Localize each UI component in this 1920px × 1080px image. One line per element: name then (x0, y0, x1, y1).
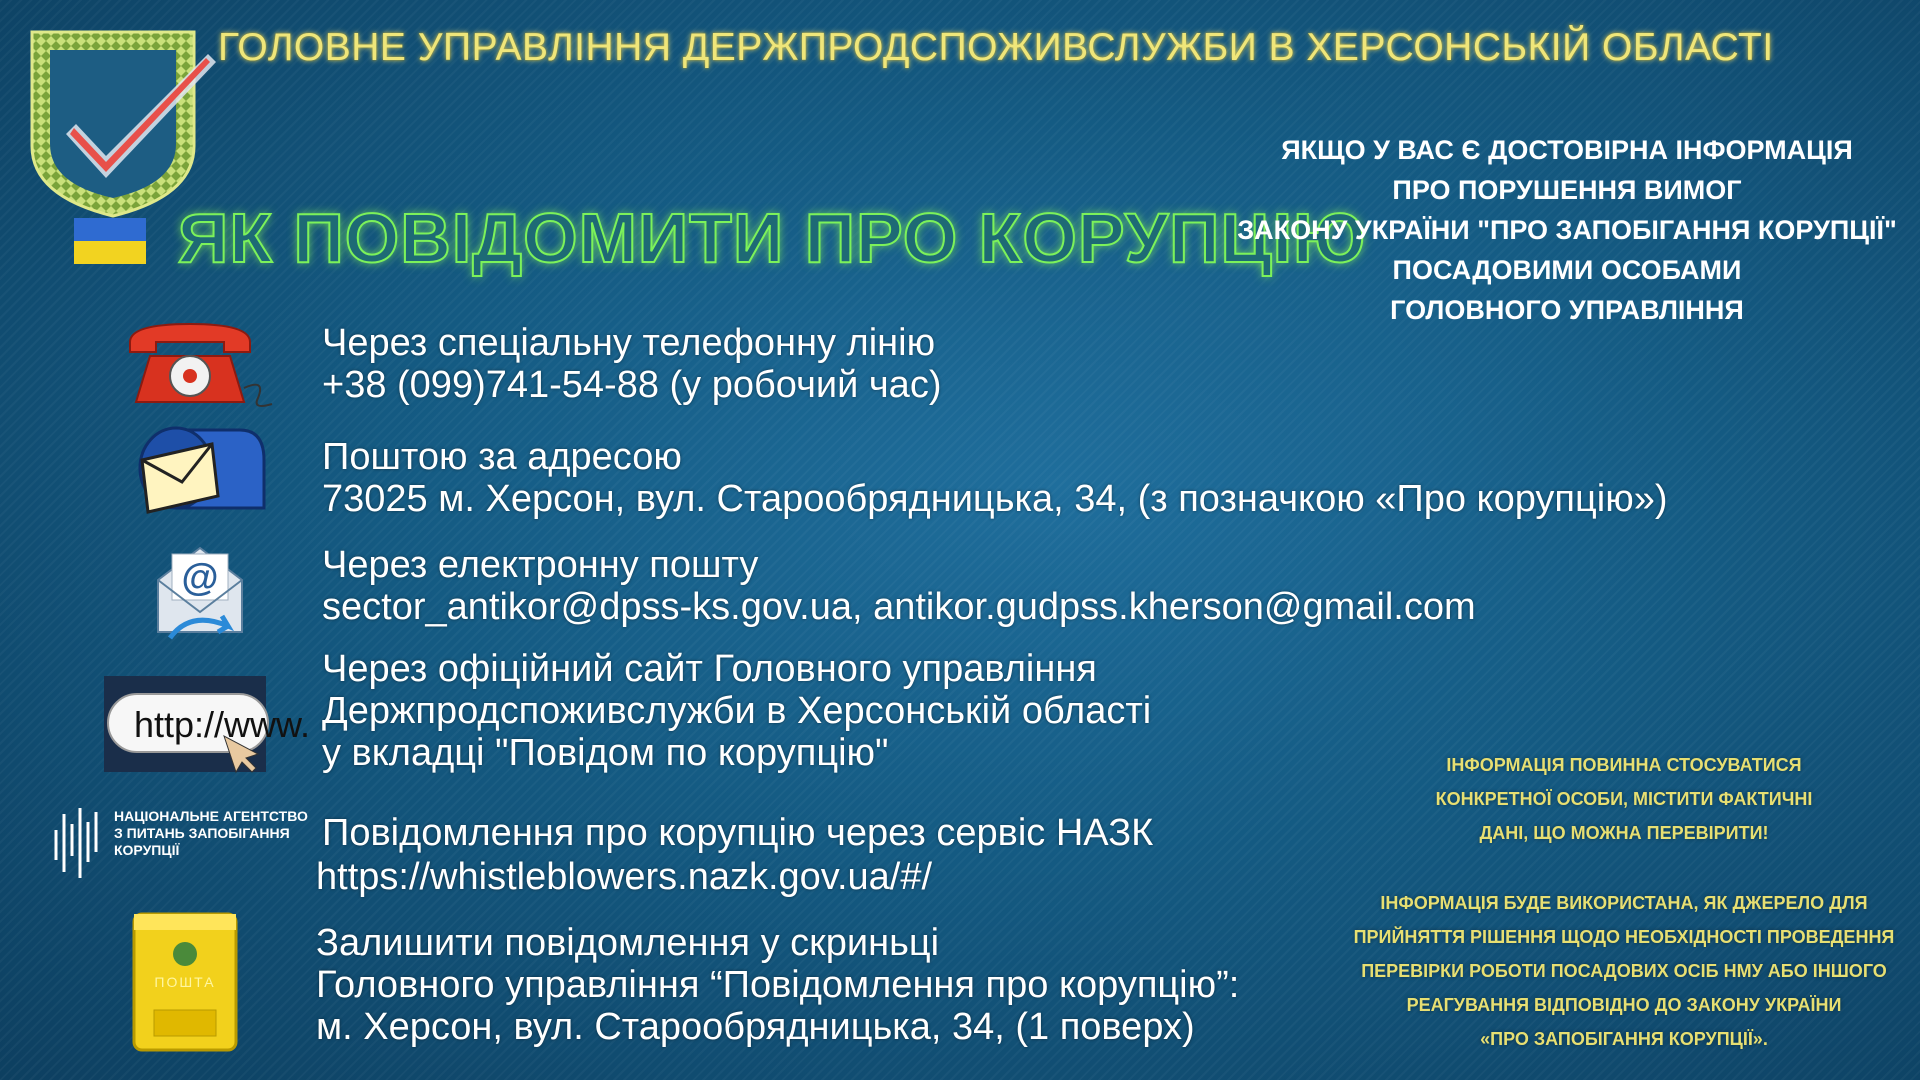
nazk-logo-line: КОРУПЦІЇ (114, 842, 180, 858)
info-box-line: ЗАКОНУ УКРАЇНИ "ПРО ЗАПОБІГАННЯ КОРУПЦІЇ" (1237, 215, 1897, 245)
note-line: ІНФОРМАЦІЯ ПОВИННА СТОСУВАТИСЯ (1446, 755, 1802, 775)
mail-address: 73025 м. Херсон, вул. Старообрядницька, 34, (з позначкою «Про корупцію») (322, 478, 1668, 520)
phone-channel (322, 322, 941, 406)
email-channel-title: Через електронну пошту (322, 544, 759, 586)
box-channel-address: м. Херсон, вул. Старообрядницька, 34, (1 поверх) (316, 1006, 1195, 1048)
info-box (1222, 130, 1912, 330)
nazk-logo-icon (52, 800, 322, 880)
phone-channel-title: Через спеціальну телефонну лінію (322, 322, 936, 364)
http-browser-icon (104, 676, 311, 772)
nazk-channel-link-wrap (316, 856, 932, 898)
box-channel-org: Головного управління “Повідомлення про корупцію”: (316, 964, 1240, 1006)
nazk-link[interactable]: https://whistleblowers.nazk.gov.ua/#/ (316, 856, 933, 898)
telephone-icon (126, 318, 276, 408)
info-box-line: ПОСАДОВИМИ ОСОБАМИ (1392, 255, 1742, 285)
website-channel-title: Через офіційний сайт Головного управління (322, 648, 1097, 690)
post-box-icon (130, 910, 240, 1054)
note-line: РЕАГУВАННЯ ВІДПОВІДНО ДО ЗАКОНУ УКРАЇНИ (1406, 995, 1842, 1015)
box-channel-title: Залишити повідомлення у скриньці (316, 922, 940, 964)
info-box-line: ЯКЩО У ВАС Є ДОСТОВІРНА ІНФОРМАЦІЯ (1281, 135, 1853, 165)
note-line: ІНФОРМАЦІЯ БУДЕ ВИКОРИСТАНА, ЯК ДЖЕРЕЛО ДЛЯ (1380, 893, 1868, 913)
shield-check-icon (26, 26, 201, 221)
email-addresses: sector_antikor@dpss-ks.gov.ua, antikor.gudpss.kherson@gmail.com (322, 586, 1476, 628)
website-channel-tab: у вкладці "Повідом по корупцію" (322, 732, 889, 774)
nazk-channel-title: Повідомлення про корупцію через сервіс НАЗК (322, 812, 1154, 854)
phone-number: +38 (099)741-54-88 (у робочий час) (322, 364, 942, 406)
header-title: ГОЛОВНЕ УПРАВЛІННЯ ДЕРЖПРОДСПОЖИВСЛУЖБИ В ХЕРСОНСЬКІЙ ОБЛАСТІ (218, 26, 1774, 69)
website-channel (322, 648, 1151, 774)
note-line: «ПРО ЗАПОБІГАННЯ КОРУПЦІЇ». (1480, 1029, 1768, 1049)
mailbox-icon (136, 420, 268, 516)
main-heading: ЯК ПОВІДОМИТИ ПРО КОРУПЦІЮ (178, 199, 1367, 277)
note-requirements (1354, 748, 1894, 850)
post-box-label: ПОШТА (154, 974, 216, 990)
nazk-logo-line: З ПИТАНЬ ЗАПОБІГАННЯ (114, 825, 290, 841)
svg-text:@: @ (181, 557, 219, 599)
email-channel (322, 544, 1476, 628)
info-box-line: ПРО ПОРУШЕННЯ ВИМОГ (1392, 175, 1742, 205)
mail-channel-title: Поштою за адресою (322, 436, 682, 478)
nazk-channel (322, 808, 1153, 858)
note-line: КОНКРЕТНОЇ ОСОБИ, МІСТИТИ ФАКТИЧНІ (1435, 789, 1813, 809)
nazk-logo-line: НАЦІОНАЛЬНЕ АГЕНТСТВО (114, 808, 308, 824)
email-at-icon (150, 540, 250, 644)
info-box-line: ГОЛОВНОГО УПРАВЛІННЯ (1390, 295, 1744, 325)
ukraine-flag-icon (74, 218, 146, 264)
note-usage (1344, 886, 1904, 1056)
website-channel-org: Держпродспоживслужби в Херсонській області (322, 690, 1152, 732)
box-channel (316, 922, 1239, 1048)
note-line: ПРИЙНЯТТЯ РІШЕННЯ ЩОДО НЕОБХІДНОСТІ ПРОВЕДЕННЯ (1353, 927, 1895, 947)
http-icon-text: http://www. (134, 704, 311, 745)
note-line: ПЕРЕВІРКИ РОБОТИ ПОСАДОВИХ ОСІБ НМУ АБО ІНШОГО (1361, 961, 1887, 981)
mail-channel (322, 436, 1668, 520)
note-line: ДАНІ, ЩО МОЖНА ПЕРЕВІРИТИ! (1479, 823, 1769, 843)
